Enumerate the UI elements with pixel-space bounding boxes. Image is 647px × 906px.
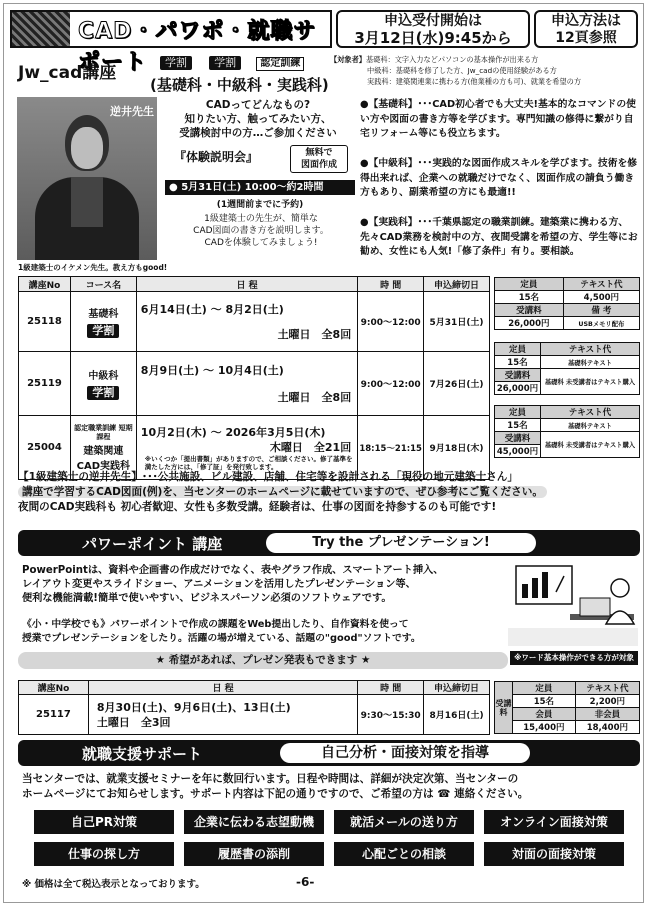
price-remark: 基礎科 未受講者はテキスト購入 [540,369,639,395]
session-date: ● 5月31日(土) 10:00～約2時間 [165,180,355,195]
intro-text [160,98,356,140]
course-no: 25004 [19,416,71,480]
ppt-school-line: 《小・中学校でも》パワーポイントで作成の課題をWeb提出したり、自作資料を使って [22,619,409,630]
free-badge-line: 図面作成 [300,160,337,170]
price-remark: USBメモリ配布 [563,317,639,330]
career-pill: 自己分析・面接対策を指導 [280,743,530,763]
price-label: テキスト代 [563,278,639,291]
support-item-motivation: 企業に伝わる志望動機 [184,810,324,834]
target-line: 中級科：基礎科を修了した方、Jw_cadの使用経験がある方 [367,66,557,75]
price-value: 26,000円 [495,382,541,395]
price-label: テキスト代 [575,682,639,695]
course-time: 9:00～12:00 [358,352,424,416]
course-badge: CAD実践科 [76,460,131,472]
student-discount-badge: 学割 [209,56,241,70]
course-deadline: 8月16日(土) [424,695,490,735]
col-header: 講座No [19,681,89,695]
page-number: -6- [296,875,315,889]
ppt-section-header [18,530,640,556]
course-days: 土曜日 全8回 [277,327,352,341]
course-deadline: 7月26日(土) [424,352,490,416]
ppt-title: パワーポイント 講座 [82,535,223,553]
teacher-notice [18,470,640,514]
ppt-school-line: 授業でプレゼンテーションをしたり。活躍の場が増えている、話題の"good"ソフトです。 [22,633,421,644]
course-schedule-cell [88,695,357,735]
intro-line: 受講検討中の方…ご参加ください [179,127,337,139]
course-days: 木曜日 全21回 [269,440,352,454]
price-value: 2,200円 [575,695,639,708]
ppt-pill: Try the プレゼンテーション! [266,533,536,553]
course-name: 基礎科 [88,309,119,320]
career-desc-line: 当センターでは、就業支援セミナーを年に数回行います。日程や時間は、詳細が決定次第、当センターの [22,773,519,785]
career-title: 就職支援サポート [82,745,203,763]
price-label: テキスト代 [540,343,639,356]
course-no: 25119 [19,352,71,416]
free-badge [290,145,348,173]
course-schedule: 6月14日(土) ～ 8月2日(土) [140,302,284,316]
course-name-cell [70,352,136,416]
course-badge: 学割 [87,386,119,400]
jwcad-badges [160,56,304,71]
session-description [168,213,354,249]
table-header-row [19,277,490,292]
notice-line: 夜間のCAD実践科も 初心者歓迎、女性も多数受講。経験者は、仕事の図面を持参するのも可能です! [18,500,497,513]
course-note: ※いくつか「提出書類」がありますので、ご相談ください。修了基準を満たした方には、「修了証」を発行致します。 [144,454,353,471]
photo-caption: 1級建築士のイケメン先生。教え方もgood! [18,263,168,272]
career-desc-line: ホームページにてお知らせします。サポート内容は下記の通りですので、ご希望の方は ☎ 連絡ください。 [22,788,529,800]
student-discount-badge: 学割 [160,56,192,70]
photo-shirt [71,177,103,227]
course-schedule: 8月30日(土)、9月6日(土)、13日(土) [96,700,291,714]
apply-start-box [336,10,530,48]
col-header: 時 間 [358,277,424,292]
apply-start-label: 申込受付開始は [384,13,482,29]
course-deadline: 9月18日(木) [424,416,490,480]
price-value: 15名 [513,695,576,708]
col-header: 講座No [19,277,71,292]
free-badge-line: 無料で [305,148,333,158]
course-no: 25118 [19,292,71,352]
notice-line: 【1級建築士の逆井先生】･･･公共施設、ビル建設、店舗、住宅等を設計される「現役の地元建築士さん」 [18,471,518,483]
apply-start-date: 3月12日(水)9:45から [354,29,512,47]
col-header: 日 程 [88,681,357,695]
price-table [494,342,640,395]
price-value: 15名 [495,356,541,369]
apply-method-ref: 12頁参照 [555,30,617,46]
course-pre: 認定職業訓練 短期課程 [74,423,133,441]
jwcad-course-table [18,276,490,480]
career-section-header [18,740,640,766]
price-table [494,277,640,330]
col-header: 申込締切日 [424,681,490,695]
support-item-resume: 履歴書の添削 [184,842,324,866]
table-header-row [19,681,490,695]
apply-method-label: 申込方法は [551,13,621,29]
course-time: 9:00～12:00 [358,292,424,352]
support-item-job-search: 仕事の探し方 [34,842,174,866]
teacher-name: 逆井先生 [110,105,154,118]
col-header: 時 間 [358,681,424,695]
presentation-illustration [508,562,638,646]
level-head: ●【中級科】･･･ [360,158,433,169]
level-head: ●【基礎科】･･･ [360,99,433,110]
certified-training-tag: 認定訓練 [256,57,304,71]
ppt-desc-line: PowerPointは、資料や企画書の作成だけでなく、表やグラフ作成、スマートアート挿入、 [22,565,444,576]
level-head: ●【実践科】･･･ [360,217,433,228]
course-name: 中級科 [88,371,119,382]
level-text: 実践的な図面作成スキルを学びます。技術を修得出来れば、企業への就職だけでなく、図面作成の請負う働き方もあり、副業希望の方にも最適!! [360,158,638,199]
price-label: 定員 [513,682,576,695]
support-item-self-pr: 自己PR対策 [34,810,174,834]
header-pattern [12,12,70,46]
ppt-description [22,564,492,606]
course-badge: 学割 [87,324,119,338]
intro-line: 知りたい方、触ってみたい方、 [184,113,332,125]
level-intermediate [360,157,640,201]
price-value: 15名 [495,291,564,304]
session-title: 『体験説明会』 [174,150,259,164]
presentation-wish: ★ 希望があれば、プレゼン発表もできます ★ [18,652,508,669]
price-label: 会員 [513,708,576,721]
course-days: 土曜日 全8回 [277,390,352,404]
ppt-desc-line: レイアウト変更やスライドショー、アニメーションを活用したプレゼンテーション等、 [22,579,416,590]
price-value: 26,000円 [495,317,564,330]
table-row [19,695,490,735]
level-text: 千葉県認定の職業訓練。建築業に携わる方、先々CAD業務を検討中の方、夜間受講を希望の方、学生等にお勧め、女性にも人気!「修了条件」有り。要相談。 [360,217,638,258]
price-label: 定員 [495,406,541,419]
course-no: 25117 [19,695,89,735]
price-label: 非会員 [575,708,639,721]
price-value: 45,000円 [495,445,541,458]
course-schedule: 10月2日(木) ～ 2026年3月5日(木) [140,425,326,439]
tax-note: ※ 価格は全て税込表示となっております。 [22,879,205,890]
jwcad-title-row [18,58,116,83]
col-header: コース名 [70,277,136,292]
level-basic [360,98,640,142]
target-line: 実践科：建築関連業に携わる方(他業種の方も可)、就業を希望の方 [367,77,582,86]
price-value: 15名 [495,419,541,432]
price-label: 受講料 [495,682,513,734]
price-value: 基礎科テキスト [540,419,639,432]
course-schedule-cell [136,352,357,416]
support-item-online-interview: オンライン面接対策 [484,810,624,834]
support-item-consult: 心配ごとの相談 [334,842,474,866]
col-header: 日 程 [136,277,357,292]
course-time: 9:30～15:30 [358,695,424,735]
session-desc-line: CAD図面の書き方を説明します。 [193,226,329,236]
course-schedule: 8月9日(土) ～ 10月4日(土) [140,363,284,377]
target-line: 基礎科：文字入力などパソコンの基本操作が出来る方 [365,55,539,64]
price-value: 4,500円 [563,291,639,304]
teacher-photo [17,97,157,260]
price-label: 受講料 [495,369,541,382]
header-title: CAD・パワポ・就職サポート [78,19,317,75]
price-label: 受講料 [495,432,541,445]
jwcad-title: Jw_cad講座 [18,63,117,83]
price-remark: 基礎科 未受講者はテキスト購入 [540,432,639,458]
course-name-cell [70,292,136,352]
table-row [19,292,490,352]
ppt-school-text [22,618,502,646]
course-deadline: 5月31日(土) [424,292,490,352]
support-item-email: 就活メールの送り方 [334,810,474,834]
price-label: テキスト代 [540,406,639,419]
session-note: (1週間前までに予約) [216,200,304,210]
intro-line: CADってどんなもの? [205,99,311,111]
photo-face [71,127,103,169]
word-requirement: ※ワード基本操作ができる方が対象 [510,651,638,665]
price-label: 備 考 [563,304,639,317]
course-days: 土曜日 全3回 [96,715,171,729]
price-table [494,405,640,458]
target-audience [330,54,642,87]
level-text: CAD初心者でも大丈夫!基本的なコマンドの使い方や図面の書き方等を学びます。専門知識の修得に繋がり自宅リフォーム等にも役立ちます。 [360,99,636,140]
price-label: 定員 [495,278,564,291]
session-desc-line: 1級建築士の先生が、簡単な [204,214,318,224]
course-schedule-cell [136,292,357,352]
ppt-course-table [18,680,490,735]
level-practical [360,216,640,260]
notice-line: 講座で学習するCAD図面(例)を、当センターのホームページに載せていますので、ぜひ参考にご覧ください。 [18,486,547,498]
target-label: 【対象者】 [330,55,366,64]
jwcad-subtitle: (基礎科・中級科・実践科) [150,76,329,94]
session-desc-line: CADを体験してみましょう! [204,238,318,248]
price-value: 基礎科テキスト [540,356,639,369]
price-value: 15,400円 [513,721,576,734]
support-item-inperson-interview: 対面の面接対策 [484,842,624,866]
apply-method-box [534,10,638,48]
ppt-price-table [494,681,640,734]
course-name: 建築関連 [83,445,124,457]
table-row [19,352,490,416]
career-description [22,772,638,802]
price-label: 受講料 [495,304,564,317]
price-label: 定員 [495,343,541,356]
ppt-desc-line: 便利な機能満載!簡単で使いやすい、ビジネスパーソン必須のソフトウェアです。 [22,593,392,604]
col-header: 申込締切日 [424,277,490,292]
price-value: 18,400円 [575,721,639,734]
course-time: 18:15～21:15 [358,416,424,480]
